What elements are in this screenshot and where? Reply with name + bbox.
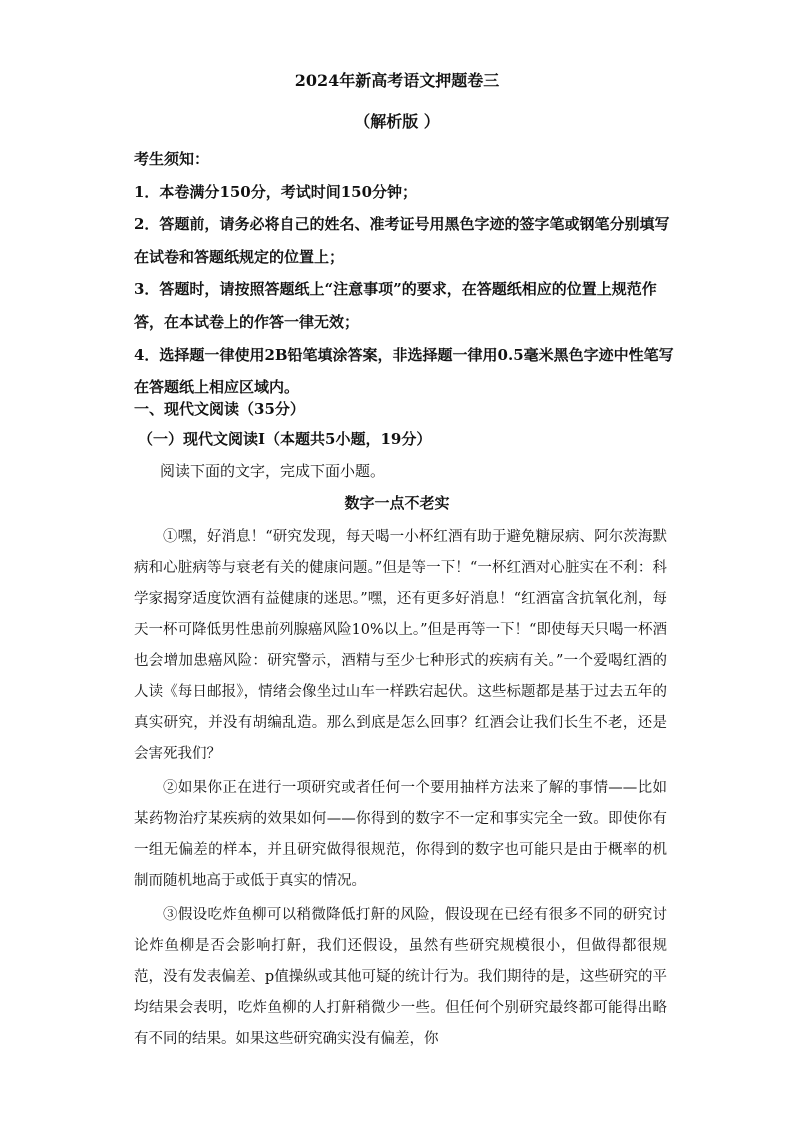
notice-item-1: 1．本卷满分150分，考试时间150分钟； (134, 182, 418, 201)
notice-item-4: 4．选择题一律使用2B铅笔填涂答案，非选择题一律用0.5毫米黑色字迹中性笔写在答题纸上相应区域内。 (134, 345, 674, 397)
notice-section (134, 143, 674, 404)
reading-instruction: 阅读下面的文字，完成下面小题。 (160, 462, 386, 480)
section-subheading: （一）现代文阅读Ⅰ（本题共5小题，19分） (138, 430, 432, 448)
section-heading: 一、现代文阅读（35分） (134, 400, 305, 418)
document-title: 2024年新高考语文押题卷三 (294, 71, 500, 90)
article-paragraph-2: ②如果你正在进行一项研究或者任何一个要用抽样方法来了解的事情——比如某药物治疗某疾病的效果如何——你得到的数字不一定和事实完全一致。即使你有一组无偏差的样本，并且研究做得很规范，你得到的数字也可能只是由于概率的机制而随机地高于或低于真实的情况。 (134, 780, 667, 889)
notice-label: 考生须知： (134, 150, 210, 168)
article-body (134, 522, 667, 1058)
document-subtitle: （解析版 ） (354, 112, 440, 131)
notice-item-3: 3．答题时，请按照答题纸上“注意事项”的要求，在答题纸相应的位置上规范作答，在本试卷上的作答一律无效； (134, 280, 657, 331)
article-paragraph-1: ①嘿，好消息！“研究发现，每天喝一小杯红酒有助于避免糖尿病、阿尔茨海默病和心脏病等与衰老有关的健康问题。”但是等一下！“一杯红酒对心脏实在不利：科学家揭穿适度饮酒有益健康的迷思。”嘿，还有更多好消息！“红酒富含抗氧化剂，每天一杯可降低男性患前列腺癌风险10%以上。”但是再等一下！“即使每天只喝一杯酒也会增加患癌风险：研究警示，酒精与至少七种形式的疾病有关。”一个爱喝红酒的人读《每日邮报》，情绪会像坐过山车一样跌宕起伏。这些标题都是基于过去五年的真实研究，并没有胡编乱造。那么到底是怎么回事？红酒会让我们长生不老，还是会害死我们？ (134, 529, 667, 762)
article-title: 数字一点不老实 (344, 494, 450, 512)
article-paragraph-3: ③假设吃炸鱼柳可以稍微降低打鼾的风险，假设现在已经有很多不同的研究讨论炸鱼柳是否会影响打鼾，我们还假设，虽然有些研究规模很小，但做得都很规范，没有发表偏差、p值操纵或其他可疑的统计行为。我们期待的是，这些研究的平均结果会表明，吃炸鱼柳的人打鼾稍微少一些。但任何个别研究最终都可能得出略有不同的结果。如果这些研究确实没有偏差，你 (134, 907, 667, 1047)
notice-item-2: 2．答题前，请务必将自己的姓名、准考证号用黑色字迹的签字笔或钢笔分别填写在试卷和答题纸规定的位置上； (134, 215, 670, 266)
